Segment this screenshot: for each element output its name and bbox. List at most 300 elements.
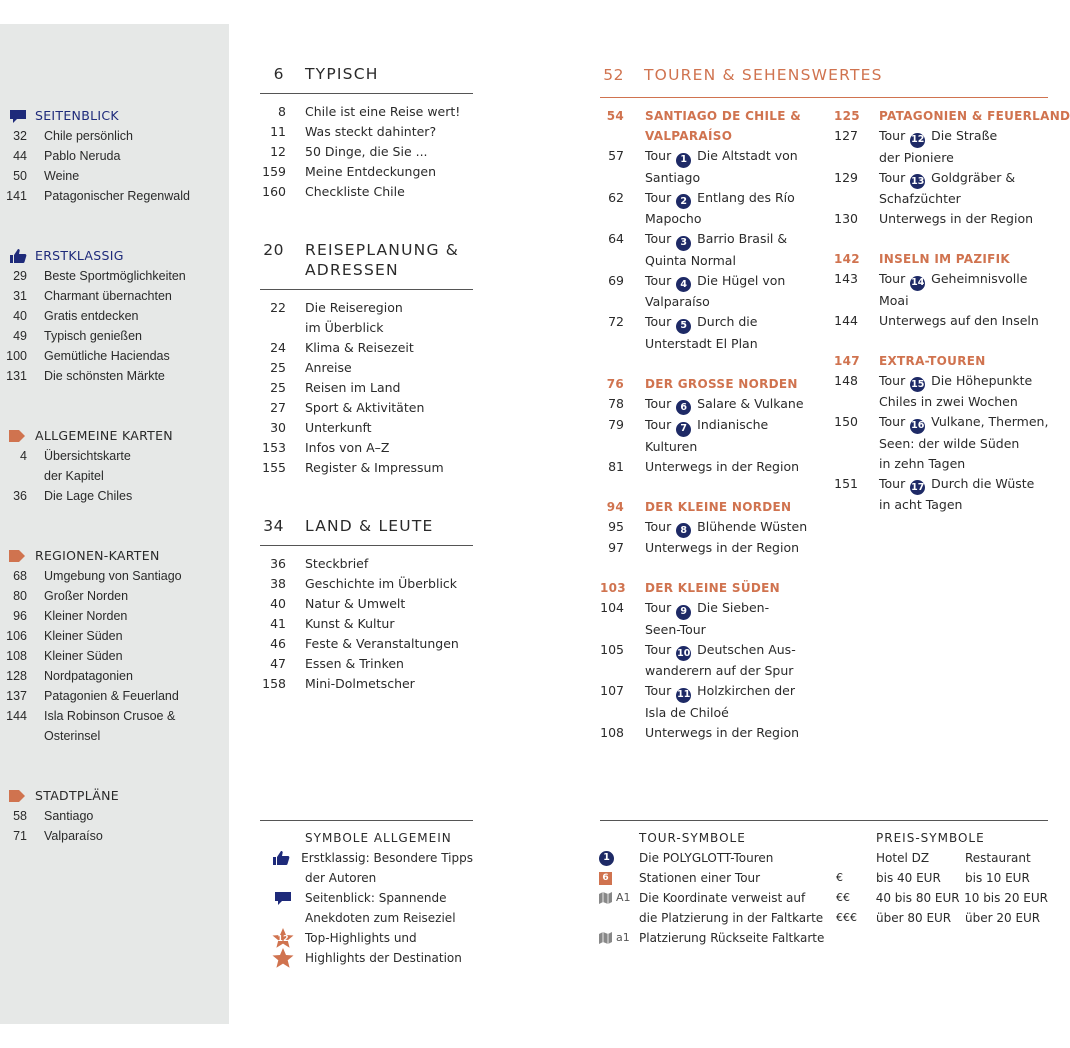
entry-label [858, 269, 1048, 291]
sidebar-section-heading [0, 786, 229, 806]
tour-entry[interactable] [834, 474, 1048, 496]
price-hotel: über 80 EUR [876, 911, 952, 925]
tour-entry[interactable] [834, 209, 1048, 229]
tour-entry[interactable] [600, 229, 830, 251]
sidebar-entry[interactable] [0, 466, 229, 486]
tour-entry[interactable] [834, 392, 1048, 412]
page-number: 147 [834, 353, 860, 368]
tour-entry[interactable] [600, 681, 830, 703]
entry-label: Die Reiseregion [305, 300, 403, 315]
region-heading [834, 249, 1048, 269]
price-row [836, 888, 1048, 908]
tour-word: Tour [645, 272, 676, 288]
tour-entry[interactable] [834, 291, 1048, 311]
sidebar-section [0, 786, 229, 846]
chapter-rule [260, 289, 473, 290]
tour-word: Tour [879, 372, 910, 388]
tour-entry[interactable] [834, 434, 1048, 454]
price-restaurant: über 20 EUR [965, 911, 1041, 925]
sidebar-section-title: REGIONEN-KARTEN [35, 548, 160, 563]
entry-label: Geschichte im Überblick [305, 576, 458, 591]
entry-label: Kunst & Kultur [305, 616, 395, 631]
tour-entry[interactable] [834, 495, 1048, 515]
tour-name: Deutschen Aus- [693, 641, 796, 657]
sidebar-entry[interactable] [0, 366, 229, 386]
tour-name: Salare & Vulkane [693, 395, 804, 411]
page-number: 151 [834, 475, 858, 491]
page-number [834, 189, 858, 209]
tour-word: Tour [645, 683, 676, 698]
folded-map-icon [599, 892, 612, 904]
page-number: 22 [270, 300, 286, 315]
page-number: 44 [13, 149, 27, 163]
page-number [260, 318, 286, 338]
page-number: 68 [13, 569, 27, 583]
page-number: 27 [270, 400, 286, 415]
page-number: 100 [6, 349, 27, 363]
tour-word: Tour [645, 518, 676, 534]
tour-entry[interactable] [600, 620, 830, 640]
tour-entry[interactable] [834, 371, 1048, 393]
tour-entry[interactable] [600, 517, 830, 539]
legend-text: Top-Highlights und [305, 931, 417, 945]
entry-label [624, 598, 830, 620]
chapter-entry[interactable] [260, 378, 473, 398]
tours-column-left [600, 106, 830, 743]
legend-line [260, 908, 473, 928]
entry-label: 50 Dinge, die Sie ... [305, 144, 428, 159]
page-number: 137 [6, 689, 27, 703]
tour-name: Die Altstadt von [693, 148, 798, 163]
legend-text: Die POLYGLOTT-Touren [639, 851, 774, 865]
page-number: 32 [13, 129, 27, 143]
sidebar-entry[interactable] [0, 326, 229, 346]
tour-entry[interactable] [600, 209, 830, 229]
chapter-entry[interactable] [260, 162, 473, 182]
speech-bubble-icon [0, 109, 27, 124]
legend-line [596, 928, 836, 948]
tour-entry[interactable] [600, 437, 830, 457]
page-number: 54 [606, 109, 624, 123]
chapter-entry[interactable] [260, 438, 473, 458]
entry-label: Steckbrief [305, 556, 369, 571]
entry-label [624, 640, 830, 662]
legend-tour-rule [600, 820, 1048, 821]
entry-label: Chile persönlich [44, 129, 133, 143]
tour-number-badge: 5 [676, 319, 691, 334]
chapter-title [284, 516, 434, 536]
page-number: 76 [606, 376, 624, 391]
tour-entry[interactable] [600, 334, 830, 354]
entry-label: Seen: der wilde Süden [879, 435, 1020, 451]
tour-name: Die Sieben- [693, 600, 770, 615]
chapter-entry[interactable] [260, 338, 473, 358]
entry-label: DER KLEINE SÜDEN [645, 581, 780, 595]
legend-general-rule [260, 820, 473, 821]
sidebar-index [0, 106, 229, 846]
tour-number-badge: 1 [676, 153, 691, 168]
entry-label: Die schönsten Märkte [44, 369, 165, 383]
page-number: 96 [13, 609, 27, 623]
legend-text: Seitenblick: Spannende [305, 891, 447, 905]
entry-label: Register & Impressum [305, 460, 444, 475]
spacer [834, 331, 1048, 351]
sidebar-section [0, 426, 229, 506]
page-number: 58 [13, 809, 27, 823]
entry-label: Essen & Trinken [305, 656, 404, 671]
sidebar-entry[interactable] [0, 286, 229, 306]
entry-label [624, 188, 830, 210]
sidebar-section [0, 546, 229, 746]
page-number: 11 [270, 124, 286, 139]
page-number: 94 [606, 499, 624, 514]
tour-word: Tour [879, 475, 910, 491]
tour-entry[interactable] [600, 312, 830, 334]
sidebar-entry[interactable] [0, 626, 229, 646]
spacer [600, 477, 830, 497]
sidebar-entry[interactable] [0, 706, 229, 726]
page-number [834, 495, 858, 515]
chapter-entry[interactable] [260, 122, 473, 142]
tour-number-badge: 12 [910, 133, 925, 148]
entry-label: Schafzüchter [879, 191, 961, 206]
legend-line [260, 928, 473, 948]
chapter-entry[interactable] [260, 594, 473, 614]
entry-label: Isla de Chiloé [645, 704, 729, 720]
tour-entry[interactable] [834, 168, 1048, 190]
page-number [834, 454, 858, 474]
tour-word: Tour [879, 128, 910, 143]
chapter-title-line: REISEPLANUNG & [305, 241, 460, 259]
entry-label: Chile ist eine Reise wert! [305, 104, 461, 119]
entry-label: Sport & Aktivitäten [305, 400, 425, 415]
chapter-rule [260, 545, 473, 546]
entry-label: im Überblick [305, 320, 384, 335]
chapter-rule [260, 93, 473, 94]
folded-map-icon [599, 932, 612, 944]
tour-entry[interactable] [600, 168, 830, 188]
sidebar-entry[interactable] [0, 346, 229, 366]
tour-entry[interactable] [834, 412, 1048, 434]
legend-text: Platzierung Rückseite Faltkarte [639, 931, 825, 945]
chapter-title [284, 64, 379, 84]
entry-label: der Pioniere [879, 149, 954, 165]
sidebar-entry[interactable] [0, 146, 229, 166]
legend-marker [596, 928, 639, 948]
page-number [600, 703, 624, 723]
page-number: 142 [834, 252, 860, 266]
region-heading [600, 374, 830, 394]
tour-entry[interactable] [600, 703, 830, 723]
entry-label [858, 371, 1048, 393]
price-row [836, 868, 1048, 888]
legend-tour-title: TOUR-SYMBOLE [639, 831, 746, 845]
tours-header [600, 64, 1048, 86]
legend-icon-spacer [260, 908, 305, 928]
tours-rule [600, 97, 1048, 98]
entry-label: Patagonien & Feuerland [44, 689, 179, 703]
tour-entry[interactable] [600, 415, 830, 437]
tour-entry[interactable] [834, 454, 1048, 474]
tour-word: Tour [645, 314, 676, 329]
page-number: 31 [13, 289, 27, 303]
legend-text: Die Koordinate verweist auf [639, 891, 806, 905]
entry-label: Kleiner Süden [44, 629, 123, 643]
legend-text: Anekdoten zum Reiseziel [305, 911, 456, 925]
entry-label [858, 126, 1048, 148]
tour-word: Tour [645, 641, 676, 657]
page-number: 95 [608, 518, 624, 534]
page-number [834, 291, 858, 311]
page-number [834, 392, 858, 412]
page-number [600, 334, 624, 354]
tour-entry[interactable] [600, 251, 830, 271]
page-number [600, 620, 624, 640]
tours-column-right [834, 106, 1070, 515]
page-number: 129 [834, 169, 858, 185]
entry-label: Unterwegs in der Region [645, 540, 800, 555]
chapter-entry[interactable] [260, 674, 473, 694]
tour-entry[interactable] [834, 126, 1048, 148]
entry-label: in acht Tagen [879, 497, 963, 512]
page-number: 78 [608, 395, 624, 411]
tour-number-badge: 7 [676, 422, 691, 437]
entry-label [858, 412, 1048, 434]
entry-label [624, 271, 830, 293]
spacer [600, 558, 830, 578]
price-symbol: €€ [836, 891, 850, 904]
sidebar-entry[interactable] [0, 186, 229, 206]
page-number: 50 [13, 169, 27, 183]
legend-text: Highlights der Destination [305, 951, 462, 965]
page-number: 128 [6, 669, 27, 683]
sidebar-entry[interactable] [0, 686, 229, 706]
sidebar-entry[interactable] [0, 666, 229, 686]
tours-title: TOUREN & SEHENSWERTES [644, 66, 883, 84]
legend-line [260, 948, 473, 968]
sidebar-entry[interactable] [0, 826, 229, 846]
chapter-entry[interactable] [260, 634, 473, 654]
legend-text: Erstklassig: Besondere Tipps [301, 851, 473, 865]
legend-general-title: SYMBOLE ALLGEMEIN [305, 831, 452, 845]
tour-name: Durch die Wüste [927, 475, 1035, 491]
tour-entry[interactable] [834, 189, 1048, 209]
tour-entry[interactable] [834, 269, 1048, 291]
entry-label [624, 229, 830, 251]
tour-entry[interactable] [834, 148, 1048, 168]
tour-number-badge: 2 [676, 194, 691, 209]
chapter-number: 20 [263, 241, 284, 259]
tour-name: Die Straße [927, 128, 998, 143]
tour-name: Geheimnisvolle [927, 271, 1028, 286]
page-number: 47 [270, 656, 286, 671]
price-row [836, 908, 1048, 928]
entry-label: Santiago [44, 809, 94, 823]
entry-label: Umgebung von Santiago [44, 569, 182, 583]
page-number: 160 [262, 184, 286, 199]
tour-entry[interactable] [600, 723, 830, 743]
page-number: 57 [608, 148, 624, 163]
page-number: 80 [13, 589, 27, 603]
chapter-entry[interactable] [260, 358, 473, 378]
entry-label [624, 312, 830, 334]
sidebar-section [0, 246, 229, 386]
legend-marker [596, 868, 639, 888]
chapter-entry[interactable] [260, 458, 473, 478]
tag-arrow-icon [0, 430, 27, 442]
page-number: 25 [270, 360, 286, 375]
tour-entry[interactable] [600, 394, 830, 416]
entry-label: Kleiner Norden [44, 609, 128, 623]
region-heading [600, 578, 830, 598]
sidebar-entry[interactable] [0, 166, 229, 186]
tours-number: 52 [603, 66, 624, 84]
price-symbol-spacer [836, 848, 876, 868]
tour-name: Durch die [693, 314, 758, 329]
tour-entry[interactable] [600, 146, 830, 168]
page-number: 130 [834, 211, 858, 226]
chapter-entry[interactable] [260, 554, 473, 574]
chapter-entry[interactable] [260, 318, 473, 338]
legend-line [596, 908, 836, 928]
region-heading [834, 351, 1048, 371]
map-coordinate: A1 [616, 891, 631, 904]
page-number: 24 [270, 340, 286, 355]
entry-label [624, 415, 830, 437]
chapter-entry[interactable] [260, 298, 473, 318]
tour-word: Tour [645, 395, 676, 411]
tour-entry[interactable] [600, 538, 830, 558]
chapter-index [260, 64, 473, 694]
page-number: 71 [13, 829, 27, 843]
sidebar-entry[interactable] [0, 126, 229, 146]
entry-label: Charmant übernachten [44, 289, 172, 303]
chapter-section [260, 516, 473, 694]
entry-label: Gemütliche Haciendas [44, 349, 170, 363]
price-hotel: 40 bis 80 EUR [875, 891, 960, 905]
entry-label: Isla Robinson Crusoe & [44, 709, 176, 723]
page-number: 127 [834, 128, 858, 143]
chapter-entry[interactable] [260, 182, 473, 202]
tour-entry[interactable] [600, 457, 830, 477]
tour-word: Tour [879, 169, 910, 185]
tour-entry[interactable] [600, 598, 830, 620]
sidebar-entry[interactable] [0, 646, 229, 666]
entry-label: Feste & Veranstaltungen [305, 636, 459, 651]
tour-entry[interactable] [600, 188, 830, 210]
sidebar-entry[interactable] [0, 306, 229, 326]
page-number: 25 [270, 380, 286, 395]
star-icon [260, 948, 305, 968]
tour-entry[interactable] [600, 640, 830, 662]
entry-label: Nordpatagonien [44, 669, 133, 683]
page-number: 36 [13, 489, 27, 503]
entry-label: Mini-Dolmetscher [305, 676, 415, 691]
tour-name: Holzkirchen der [693, 683, 795, 698]
entry-label: Beste Sportmöglichkeiten [44, 269, 186, 283]
page-number: 153 [262, 440, 286, 455]
page-number [600, 251, 624, 271]
page-number: 159 [262, 164, 286, 179]
page-number: 108 [600, 724, 624, 740]
sidebar-entry[interactable] [0, 446, 229, 466]
entry-label: Unterkunft [305, 420, 372, 435]
page-number: 81 [608, 458, 624, 474]
sidebar-entry[interactable] [0, 726, 229, 746]
chapter-heading [260, 240, 473, 289]
sidebar-entry[interactable] [0, 486, 229, 506]
tour-entry[interactable] [600, 292, 830, 312]
tour-entry[interactable] [600, 661, 830, 681]
entry-label: VALPARAÍSO [645, 129, 733, 143]
spacer [834, 229, 1048, 249]
tour-word: Tour [645, 231, 676, 246]
chapter-section [260, 64, 473, 202]
page-number: 4 [20, 449, 27, 463]
page-number: 30 [270, 420, 286, 435]
page-number: 12 [270, 144, 286, 159]
tour-word: Tour [879, 414, 910, 429]
entry-label: der Kapitel [44, 469, 104, 483]
chapter-entry[interactable] [260, 654, 473, 674]
legend-general [260, 828, 473, 968]
entry-label: Unterwegs in der Region [879, 211, 1034, 226]
chapter-title-line: LAND & LEUTE [305, 517, 434, 535]
chapter-entry[interactable] [260, 398, 473, 418]
entry-label: Meine Entdeckungen [305, 164, 436, 179]
entry-label: Übersichtskarte [44, 449, 131, 463]
page-number [834, 148, 858, 168]
entry-label: Gratis entdecken [44, 309, 139, 323]
chapter-heading [260, 64, 473, 93]
page-number: 158 [262, 676, 286, 691]
page-number: 148 [834, 372, 858, 388]
legend-tour [596, 828, 836, 948]
svg-text:12: 12 [276, 934, 289, 943]
sidebar-entry[interactable] [0, 566, 229, 586]
tour-number-badge: 4 [676, 277, 691, 292]
page-number: 155 [262, 460, 286, 475]
chapter-entry[interactable] [260, 102, 473, 122]
sidebar-section-heading [0, 546, 229, 566]
tour-number-badge: 16 [910, 419, 925, 434]
page-number: 144 [834, 312, 858, 328]
tour-number-badge: 6 [676, 400, 691, 415]
sidebar-entry[interactable] [0, 586, 229, 606]
tour-name: Entlang des Río [693, 189, 795, 205]
chapter-entry[interactable] [260, 574, 473, 594]
chapter-entry[interactable] [260, 142, 473, 162]
page-number: 107 [600, 683, 624, 698]
thumbs-up-icon [260, 848, 301, 868]
tour-entry[interactable] [834, 311, 1048, 331]
sidebar-entry[interactable] [0, 266, 229, 286]
chapter-entry[interactable] [260, 614, 473, 634]
page-number: 38 [270, 576, 286, 591]
entry-label: Weine [44, 169, 80, 183]
sidebar-section-heading [0, 426, 229, 446]
chapter-title-line: TYPISCH [305, 65, 379, 83]
entry-label: Pablo Neruda [44, 149, 121, 163]
entry-label: DER KLEINE NORDEN [645, 499, 792, 514]
sidebar-entry[interactable] [0, 806, 229, 826]
chapter-entry[interactable] [260, 418, 473, 438]
entry-label: Valparaíso [44, 829, 103, 843]
tour-name: Die Hügel von [693, 272, 786, 288]
legend-price-title: PREIS-SYMBOLE [876, 831, 985, 845]
sidebar-entry[interactable] [0, 606, 229, 626]
tour-entry[interactable] [600, 271, 830, 293]
